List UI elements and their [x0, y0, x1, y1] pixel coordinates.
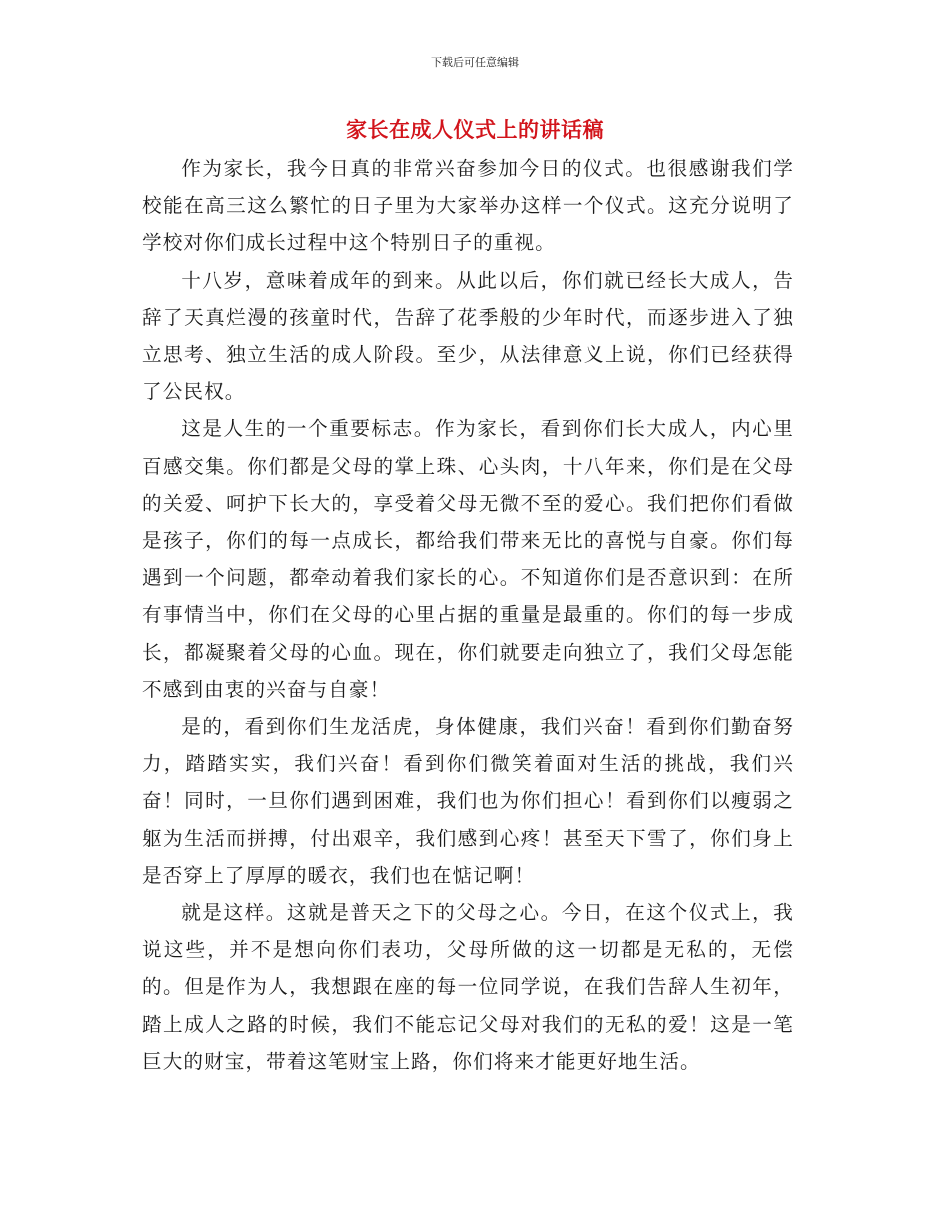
paragraph: 这是人生的一个重要标志。作为家长，看到你们长大成人，内心里百感交集。你们都是父母的掌上珠、心头肉，十八年来，你们是在父母的关爱、呵护下长大的，享受着父母无微不至的爱心。我们把你们看做是孩子，你们的每一点成长，都给我们带来无比的喜悦与自豪。你们每遇到一个问题，都牵动着我们家长的心。不知道你们是否意识到：在所有事情当中，你们在父母的心里占据的重量是最重的。你们的每一步成长，都凝聚着父母的心血。现在，你们就要走向独立了，我们父母怎能不感到由衷的兴奋与自豪！ [142, 417, 794, 701]
paragraph: 十八岁，意味着成年的到来。从此以后，你们就已经长大成人，告辞了天真烂漫的孩童时代，告辞了花季般的少年时代，而逐步进入了独立思考、独立生活的成人阶段。至少，从法律意义上说，你们已经获得了公民权。 [142, 268, 794, 404]
paragraph: 就是这样。这就是普天之下的父母之心。今日，在这个仪式上，我说这些，并不是想向你们表功，父母所做的这一切都是无私的，无偿的。但是作为人，我想跟在座的每一位同学说，在我们告辞人生初年，踏上成人之路的时候，我们不能忘记父母对我们的无私的爱！这是一笔巨大的财宝，带着这笔财宝上路，你们将来才能更好地生活。 [142, 901, 794, 1073]
paragraph: 是的，看到你们生龙活虎，身体健康，我们兴奋！看到你们勤奋努力，踏踏实实，我们兴奋！看到你们微笑着面对生活的挑战，我们兴奋！同时，一旦你们遇到困难，我们也为你们担心！看到你们以瘦弱之躯为生活而拼搏，付出艰辛，我们感到心疼！甚至天下雪了，你们身上是否穿上了厚厚的暖衣，我们也在惦记啊！ [142, 715, 794, 887]
header-note: 下载后可任意编辑 [431, 56, 519, 69]
paragraph: 作为家长，我今日真的非常兴奋参加今日的仪式。也很感谢我们学校能在高三这么繁忙的日子里为大家举办这样一个仪式。这充分说明了学校对你们成长过程中这个特别日子的重视。 [142, 157, 794, 255]
document-body [142, 150, 794, 1080]
document-title: 家长在成人仪式上的讲话稿 [346, 117, 604, 142]
